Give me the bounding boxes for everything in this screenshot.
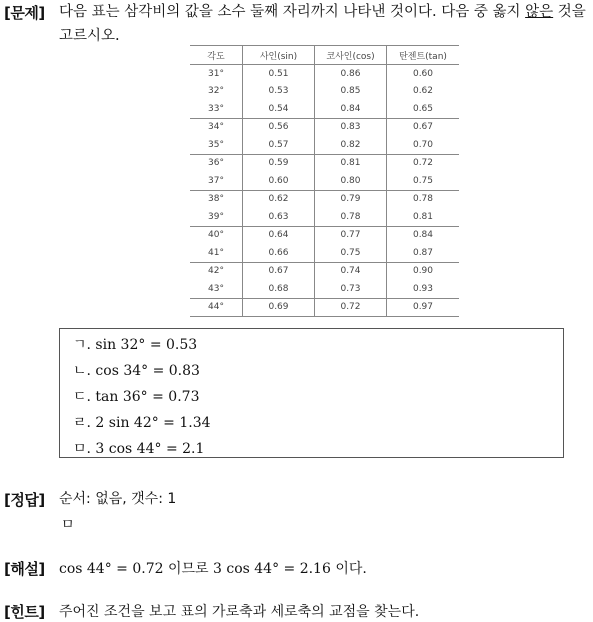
header-cos: 코사인(cos) (315, 46, 387, 65)
table-cell: 0.79 (315, 190, 387, 208)
table-cell: 35° (190, 136, 243, 154)
table-cell: 0.97 (387, 298, 460, 317)
table-row (190, 83, 459, 101)
table-cell: 0.93 (387, 280, 460, 298)
header-sin: 사인(sin) (243, 46, 315, 65)
table-row (190, 100, 459, 118)
explanation-text: cos 44° = 0.72 이므로 3 cos 44° = 2.16 이다. (59, 561, 367, 577)
table-cell: 39° (190, 208, 243, 226)
table-cell: 0.72 (315, 298, 387, 317)
hint-text: 주어진 조건을 보고 표의 가로축과 세로축의 교점을 찾는다. (59, 604, 420, 620)
explanation-label: [해설] (4, 560, 45, 578)
table-cell: 0.77 (315, 226, 387, 244)
table-body (190, 65, 459, 317)
trig-table (190, 45, 459, 317)
table-cell: 0.68 (243, 280, 315, 298)
question-text (59, 0, 593, 48)
table-cell: 0.72 (387, 154, 460, 172)
table-cell: 0.87 (387, 244, 460, 262)
table-row (190, 172, 459, 190)
table-cell: 36° (208, 158, 224, 169)
header-tan: 탄젠트(tan) (387, 46, 460, 65)
table-cell: 0.65 (387, 100, 460, 118)
table-cell: 0.74 (315, 262, 387, 280)
trig-value-table (190, 45, 459, 317)
table-cell: 44° (190, 298, 243, 317)
table-row (190, 208, 459, 226)
table-cell: 0.69 (243, 298, 315, 317)
table-cell: 0.54 (243, 100, 315, 118)
table-cell: 0.59 (243, 154, 315, 172)
table-row (190, 244, 459, 262)
table-cell: 0.66 (243, 244, 315, 262)
table-cell: 0.83 (315, 118, 387, 136)
table-header-row (190, 46, 459, 65)
question-text-before: 다음 표는 삼각비의 값을 소수 둘째 자리까지 나타낸 것이다. 다음 중 옳지 (59, 4, 526, 20)
table-cell: 0.75 (315, 244, 387, 262)
table-cell: 32° (208, 86, 224, 97)
table-cell: 0.78 (315, 208, 387, 226)
answer-choice: ㅁ (61, 517, 75, 533)
table-row (190, 190, 459, 208)
choice-item: ㄹ. 2 sin 42° = 1.34 (73, 415, 211, 431)
table-row (190, 154, 459, 172)
table-row (190, 65, 459, 83)
table-cell: 0.63 (243, 208, 315, 226)
table-cell: 0.90 (387, 262, 460, 280)
table-cell: 0.73 (315, 280, 387, 298)
table-cell: 0.84 (315, 100, 387, 118)
table-cell: 37° (190, 172, 243, 190)
table-cell: 0.62 (387, 83, 460, 101)
table-cell: 0.75 (387, 172, 460, 190)
table-cell: 0.86 (315, 65, 387, 83)
table-row (190, 262, 459, 280)
table-cell: 0.64 (243, 226, 315, 244)
table-row (190, 298, 459, 317)
table-cell: 33° (190, 100, 243, 118)
table-cell: 0.84 (387, 226, 460, 244)
table-cell: 0.60 (243, 172, 315, 190)
choice-item: ㄱ. sin 32° = 0.53 (73, 337, 198, 353)
table-cell: 0.67 (243, 262, 315, 280)
table-cell: 0.67 (387, 118, 460, 136)
choice-item: ㄷ. tan 36° = 0.73 (73, 389, 200, 405)
choice-item: ㅁ. 3 cos 44° = 2.1 (73, 441, 205, 457)
table-row (190, 280, 459, 298)
table-cell: 41° (190, 244, 243, 262)
table-cell: 0.81 (315, 154, 387, 172)
choice-item: ㄴ. cos 34° = 0.83 (73, 363, 200, 379)
table-cell: 42° (208, 266, 224, 277)
question-text-underlined: 않은 (525, 4, 554, 20)
hint-label: [힌트] (4, 603, 45, 621)
table-cell: 0.82 (315, 136, 387, 154)
question-text-after: 것을 고르시오. (59, 4, 586, 44)
table-cell: 0.70 (387, 136, 460, 154)
table-row (190, 226, 459, 244)
table-cell: 0.53 (243, 83, 315, 101)
table-cell: 38° (208, 194, 224, 205)
table-cell: 0.80 (315, 172, 387, 190)
table-cell: 0.81 (387, 208, 460, 226)
answer-label: [정답] (4, 491, 45, 509)
table-cell: 0.51 (243, 65, 315, 83)
table-cell: 0.56 (243, 118, 315, 136)
table-cell: 40° (208, 230, 224, 241)
choices-box (59, 328, 564, 458)
header-angle: 각도 (190, 46, 243, 65)
table-cell: 0.62 (243, 190, 315, 208)
answer-text: 순서: 없음, 갯수: 1 (59, 491, 177, 507)
table-cell: 0.57 (243, 136, 315, 154)
table-cell: 34° (208, 122, 224, 133)
table-cell: 0.78 (387, 190, 460, 208)
table-cell: 0.60 (387, 65, 460, 83)
table-row (190, 136, 459, 154)
question-label: [문제] (4, 4, 45, 22)
table-cell: 43° (190, 280, 243, 298)
table-cell: 0.85 (315, 83, 387, 101)
table-row (190, 118, 459, 136)
table-cell: 31° (208, 68, 224, 79)
